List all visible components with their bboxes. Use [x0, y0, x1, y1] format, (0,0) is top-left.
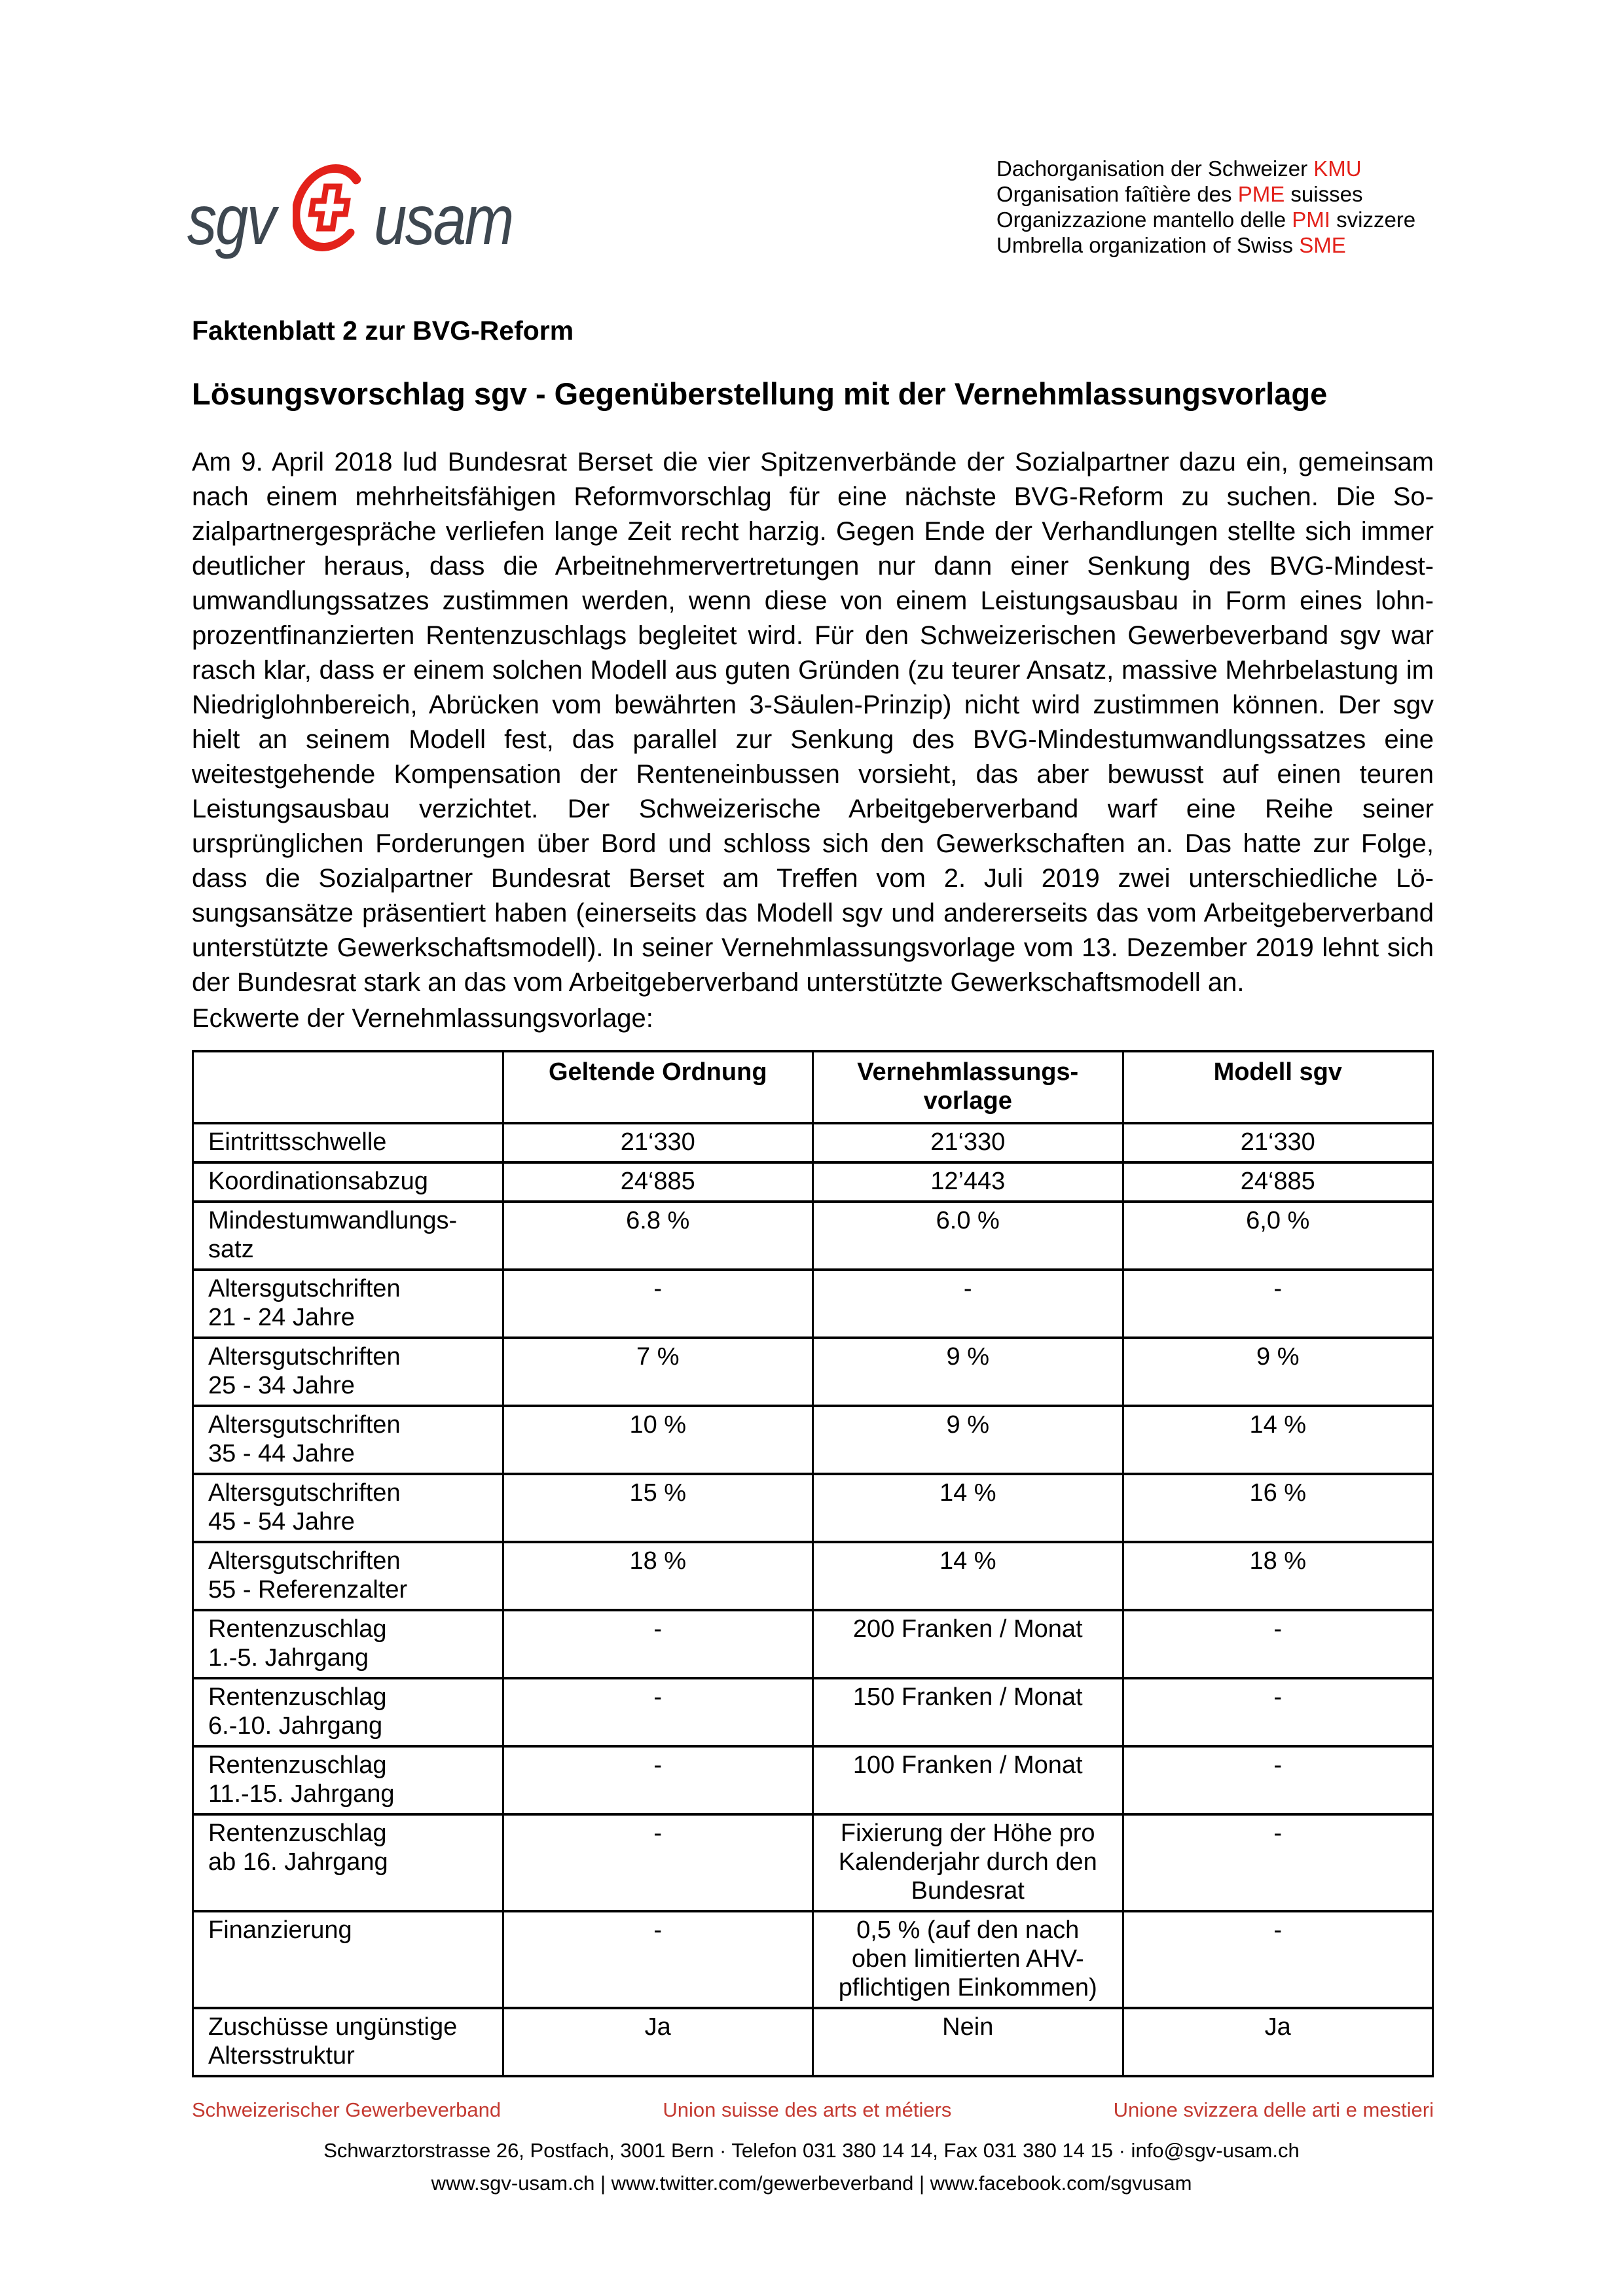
row-label: Rentenzuschlag 6.-10. Jahrgang	[193, 1678, 503, 1746]
row-value: -	[1123, 1746, 1433, 1814]
row-value: -	[1123, 1678, 1433, 1746]
document-kicker: Faktenblatt 2 zur BVG-Reform	[192, 315, 574, 346]
row-label: Eintrittsschwelle	[193, 1123, 503, 1162]
table-header	[193, 1051, 1433, 1123]
row-label: Altersgutschriften 25 - 34 Jahre	[193, 1338, 503, 1406]
row-label: Rentenzuschlag ab 16. Jahrgang	[193, 1814, 503, 1911]
table-header-row	[193, 1051, 1433, 1123]
row-value: 6.8 %	[503, 1202, 813, 1270]
row-value: 7 %	[503, 1338, 813, 1406]
row-value: 0,5 % (auf den nach oben limitierten AHV- pflichtigen Einkommen)	[813, 1911, 1123, 2008]
table-row	[193, 1542, 1433, 1610]
row-value: -	[503, 1911, 813, 2008]
row-value: -	[1123, 1610, 1433, 1678]
row-value: -	[503, 1610, 813, 1678]
row-label: Rentenzuschlag 1.-5. Jahrgang	[193, 1610, 503, 1678]
sgv-usam-logo	[187, 162, 539, 259]
row-label: Altersgutschriften 21 - 24 Jahre	[193, 1270, 503, 1338]
row-value: 9 %	[813, 1338, 1123, 1406]
table-row	[193, 2008, 1433, 2076]
row-value: 24‘885	[503, 1162, 813, 1202]
table-row	[193, 1911, 1433, 2008]
org-line: Organisation faîtière des PME suisses	[996, 182, 1363, 206]
table-body	[193, 1123, 1433, 2076]
row-value: 9 %	[1123, 1338, 1433, 1406]
logo-text-sgv: sgv	[187, 180, 275, 259]
footer-organisation-name: Unione svizzera delle arti e mestieri	[1113, 2098, 1434, 2121]
table-column-header	[193, 1051, 503, 1123]
row-value: Ja	[1123, 2008, 1433, 2076]
row-value: 150 Franken / Monat	[813, 1678, 1123, 1746]
table-column-header: Vernehmlassungs- vorlage	[813, 1051, 1123, 1123]
row-value: 15 %	[503, 1474, 813, 1542]
table-row	[193, 1474, 1433, 1542]
table-row	[193, 1270, 1433, 1338]
row-value: 18 %	[1123, 1542, 1433, 1610]
footer-address: Schwarztorstrasse 26, Postfach, 3001 Bern · Telefon 031 380 14 14, Fax 031 380 14 15 · info@sgv-usam.ch	[323, 2139, 1300, 2162]
row-value: 100 Franken / Monat	[813, 1746, 1123, 1814]
table-row	[193, 1202, 1433, 1270]
org-line: Umbrella organization of Swiss SME	[996, 233, 1346, 257]
row-value: Ja	[503, 2008, 813, 2076]
swiss-cross-emblem-icon	[293, 162, 373, 254]
row-label: Altersgutschriften 45 - 54 Jahre	[193, 1474, 503, 1542]
row-value: -	[1123, 1814, 1433, 1911]
row-label: Altersgutschriften 35 - 44 Jahre	[193, 1406, 503, 1474]
row-value: -	[1123, 1911, 1433, 2008]
row-value: -	[503, 1814, 813, 1911]
table-row	[193, 1123, 1433, 1162]
row-value: -	[503, 1746, 813, 1814]
row-value: -	[503, 1678, 813, 1746]
row-value: 6,0 %	[1123, 1202, 1433, 1270]
row-value: -	[503, 1270, 813, 1338]
row-value: 200 Franken / Monat	[813, 1610, 1123, 1678]
org-description-block	[996, 156, 1415, 258]
table-row	[193, 1746, 1433, 1814]
row-value: 24‘885	[1123, 1162, 1433, 1202]
row-value: -	[813, 1270, 1123, 1338]
row-label: Altersgutschriften 55 - Referenzalter	[193, 1542, 503, 1610]
org-line: Dachorganisation der Schweizer KMU	[996, 156, 1362, 181]
table-row	[193, 1610, 1433, 1678]
logo-text-usam: usam	[374, 180, 513, 259]
org-acronym: PME	[1237, 182, 1285, 206]
table-row	[193, 1162, 1433, 1202]
table-row	[193, 1678, 1433, 1746]
row-value: Fixierung der Höhe pro Kalenderjahr durch den Bundesrat	[813, 1814, 1123, 1911]
org-acronym: SME	[1299, 233, 1346, 257]
org-acronym: PMI	[1292, 207, 1330, 232]
row-value: 12’443	[813, 1162, 1123, 1202]
table-caption: Eckwerte der Vernehmlassungsvorlage:	[192, 1004, 653, 1033]
row-value: 14 %	[813, 1542, 1123, 1610]
org-line: Organizzazione mantello delle PMI svizzere	[996, 207, 1416, 232]
row-label: Rentenzuschlag 11.-15. Jahrgang	[193, 1746, 503, 1814]
row-value: 14 %	[813, 1474, 1123, 1542]
table-row	[193, 1338, 1433, 1406]
footer-organisations	[192, 2098, 1434, 2122]
intro-paragraph: Am 9. April 2018 lud Bundesrat Berset die vier Spitzenverbände der Sozialpartner dazu ein, gemeinsam nach einem mehrheitsfähigen Reformvorschlag für eine nächste BVG-Reform zu suchen. Die Sozialpartnergespräche verliefen lange Zeit recht harzig. Gegen Ende der Verhandlungen stellte sich immer deutlicher heraus, dass die Arbeitnehmervertretungen nur dann einer Senkung des BVG-Mindestumwandlungssatzes zustimmen werden, wenn diese von einem Leistungsausbau in Form eines lohnprozentfinanzierten Rentenzuschlags begleitet wird. Für den Schweizerischen Gewerbeverband sgv war rasch klar, dass er einem solchen Modell aus guten Gründen (zu teurer Ansatz, massive Mehrbelastung im Niedriglohnbereich, Abrücken vom bewährten 3-Säulen-Prinzip) nicht wird zustimmen können. Der sgv hielt an seinem Modell fest, das parallel zur Senkung des BVG-Mindestumwandlungssatzes eine weitestgehende Kompensation der Renteneinbussen vorsieht, das aber bewusst auf einen teuren Leistungsausbau verzichtet. Der Schweizerische Arbeitgeberverband warf eine Reihe seiner ursprünglichen Forderungen über Bord und schloss sich den Gewerkschaften an. Das hatte zur Folge, dass die Sozialpartner Bundesrat Berset am Treffen vom 2. Juli 2019 zwei unterschiedliche Lösungsansätze präsentiert haben (einerseits das Modell sgv und andererseits das vom Arbeitgeberverband unterstützte Gewerkschaftsmodell). In seiner Vernehmlassungsvorlage vom 13. Dezember 2019 lehnt sich der Bundesrat stark an das vom Arbeitgeberverband unterstützte Gewerkschaftsmodell an.	[192, 448, 1434, 997]
row-value: 21‘330	[813, 1123, 1123, 1162]
row-label: Zuschüsse ungünstige Altersstruktur	[193, 2008, 503, 2076]
footer-organisation-name: Union suisse des arts et métiers	[663, 2098, 952, 2121]
row-value: 14 %	[1123, 1406, 1433, 1474]
footer-links: www.sgv-usam.ch | www.twitter.com/gewerbeverband | www.facebook.com/sgvusam	[431, 2172, 1192, 2195]
row-label: Mindestumwandlungs- satz	[193, 1202, 503, 1270]
row-label: Koordinationsabzug	[193, 1162, 503, 1202]
row-value: Nein	[813, 2008, 1123, 2076]
row-value: 21‘330	[503, 1123, 813, 1162]
row-label: Finanzierung	[193, 1911, 503, 2008]
row-value: 18 %	[503, 1542, 813, 1610]
row-value: 10 %	[503, 1406, 813, 1474]
table-column-header: Geltende Ordnung	[503, 1051, 813, 1123]
table-row	[193, 1814, 1433, 1911]
row-value: 16 %	[1123, 1474, 1433, 1542]
page-title: Lösungsvorschlag sgv - Gegenüberstellung mit der Vernehmlassungsvorlage	[192, 376, 1328, 411]
row-value: 21‘330	[1123, 1123, 1433, 1162]
footer-organisation-name: Schweizerischer Gewerbeverband	[192, 2098, 501, 2121]
table-column-header: Modell sgv	[1123, 1051, 1433, 1123]
table-row	[193, 1406, 1433, 1474]
row-value: 6.0 %	[813, 1202, 1123, 1270]
eckwerte-table	[192, 1050, 1434, 2077]
org-acronym: KMU	[1313, 156, 1362, 181]
row-value: 9 %	[813, 1406, 1123, 1474]
row-value: -	[1123, 1270, 1433, 1338]
